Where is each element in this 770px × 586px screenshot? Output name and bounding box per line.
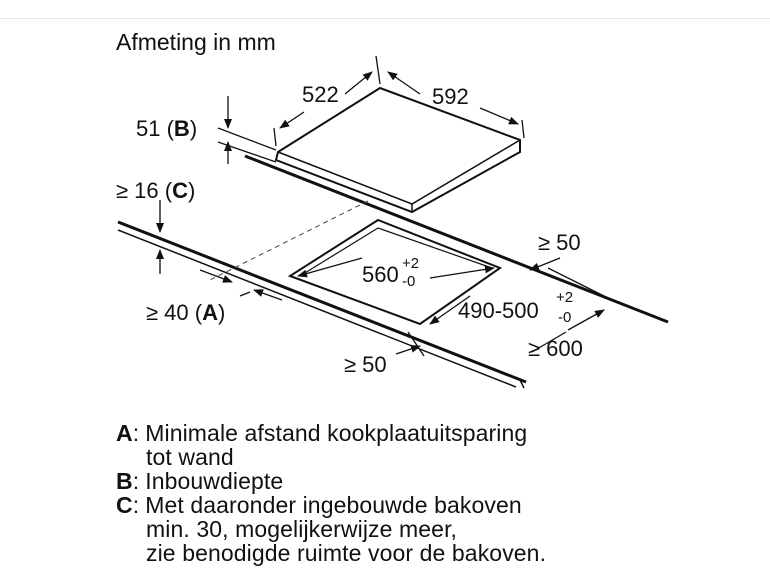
dim-cutout-depth-sup: +2 — [556, 289, 574, 306]
dim-min-front: ≥ 50 — [344, 352, 387, 377]
dim-cutout-width: 560 — [362, 262, 399, 287]
legend-text: Met daaronder ingebouwde bakoven — [145, 492, 522, 518]
legend-text-cont: tot wand — [146, 444, 234, 470]
dim-cutout-depth-sub: -0 — [558, 309, 572, 326]
legend — [116, 421, 756, 565]
legend-key: C — [116, 492, 133, 518]
legend-item-a: A : Minimale afstand kookplaatuitsparing — [116, 420, 528, 446]
legend-item-c: C : Met daaronder ingebouwde bakoven — [116, 492, 522, 518]
dim-worktop-depth: ≥ 600 — [528, 336, 583, 361]
dim-clearance-label: ≥ 16 (C) — [116, 178, 196, 203]
wall-distance-arrows — [200, 270, 282, 300]
legend-key: A — [116, 420, 133, 446]
dim-cutout-width-sup: +2 — [402, 255, 420, 272]
legend-text: Inbouwdiepte — [145, 468, 284, 494]
legend-text-cont: zie benodigde ruimte voor de bakoven. — [146, 540, 547, 566]
diagram-title: Afmeting in mm — [116, 29, 276, 55]
legend-text: Minimale afstand kookplaatuitsparing — [145, 420, 528, 446]
legend-key: B — [116, 468, 133, 494]
dim-wall-label: ≥ 40 (A) — [146, 300, 226, 325]
legend-text-cont: min. 30, mogelijkerwijze meer, — [146, 516, 458, 542]
legend-item-b: B : Inbouwdiepte — [116, 468, 284, 494]
dim-min-right: ≥ 50 — [538, 230, 581, 255]
dim-cutout-width-sub: -0 — [402, 273, 416, 290]
depth-arrows — [218, 96, 276, 164]
dim-cutout-depth: 490-500 — [458, 298, 539, 323]
dim-width-left: 522 — [302, 82, 339, 107]
dim-depth-label: 51 (B) — [136, 116, 198, 141]
dim-width-right: 592 — [432, 84, 469, 109]
